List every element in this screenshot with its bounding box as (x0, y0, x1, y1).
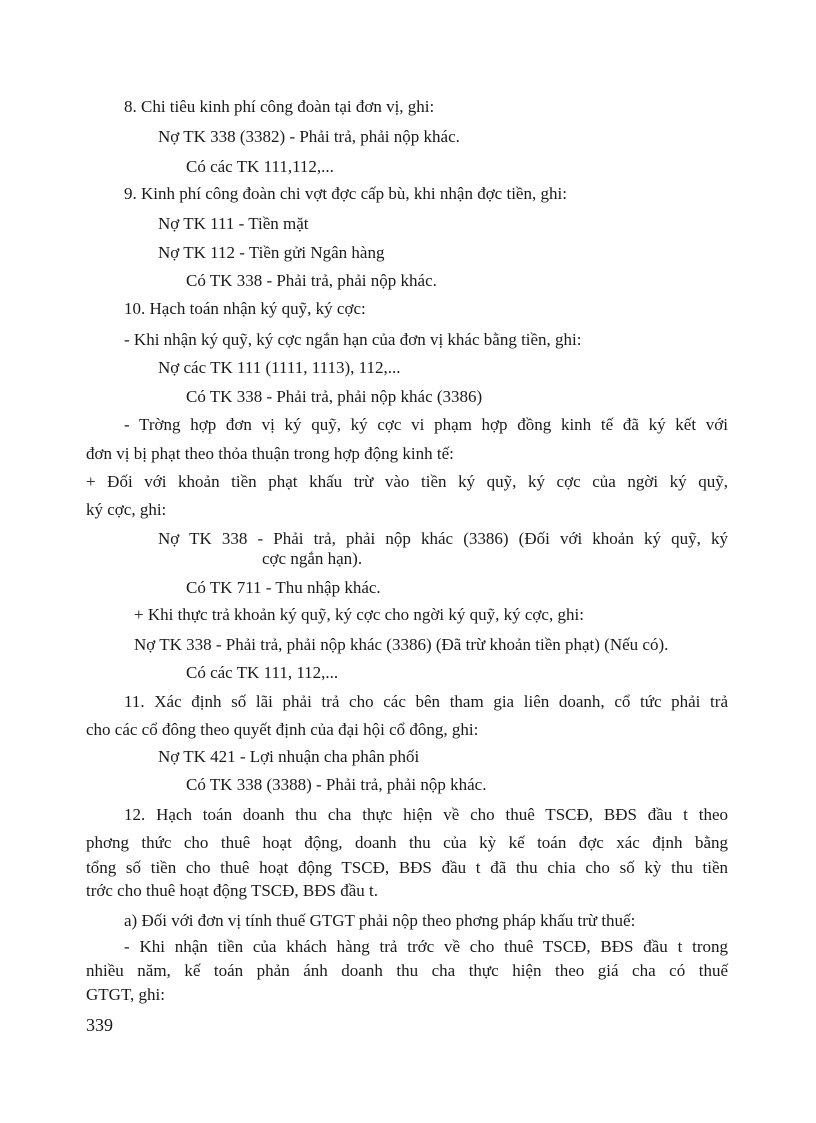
text-line: phơng thức cho thuê hoạt động, doanh thu của kỳ kế toán đợc xác định bằng (86, 833, 728, 852)
text-line: đơn vị bị phạt theo thỏa thuận trong hợp động kinh tế: (86, 444, 454, 463)
text-line: 8. Chi tiêu kinh phí công đoàn tại đơn vị, ghi: (124, 97, 435, 116)
text-line: - Trờng hợp đơn vị ký quỹ, ký cợc vi phạm hợp đồng kinh tế đã ký kết với (124, 415, 728, 434)
text-line: Nợ TK 421 - Lợi nhuận cha phân phối (158, 747, 420, 766)
text-line: nhiều năm, kế toán phản ánh doanh thu cha thực hiện theo giá cha có thuế (86, 961, 728, 980)
text-line: 9. Kinh phí công đoàn chi vợt đợc cấp bù, khi nhận đợc tiền, ghi: (124, 184, 567, 203)
text-line: 10. Hạch toán nhận ký quỹ, ký cợc: (124, 299, 366, 318)
text-line: - Khi nhận tiền của khách hàng trả trớc về cho thuê TSCĐ, BĐS đầu t trong (124, 937, 728, 956)
text-line: cho các cổ đông theo quyết định của đại hội cổ đông, ghi: (86, 720, 479, 739)
text-line: GTGT, ghi: (86, 985, 166, 1004)
text-line: trớc cho thuê hoạt động TSCĐ, BĐS đầu t. (86, 881, 378, 900)
text-line: 12. Hạch toán doanh thu cha thực hiện về cho thuê TSCĐ, BĐS đầu t theo (124, 805, 728, 824)
text-line: Nợ TK 112 - Tiền gửi Ngân hàng (158, 243, 385, 262)
text-line: - Khi nhận ký quỹ, ký cợc ngắn hạn của đơn vị khác bằng tiền, ghi: (124, 330, 582, 349)
page-number: 339 (86, 1015, 113, 1035)
text-line: + Đối với khoản tiền phạt khấu trừ vào tiền ký quỹ, ký cợc của ngời ký quỹ, (86, 472, 728, 491)
text-line: cợc ngắn hạn). (262, 549, 363, 568)
text-line: Nợ TK 338 - Phải trả, phải nộp khác (3386) (Đã trừ khoản tiền phạt) (Nếu có). (134, 635, 669, 654)
text-line: Nợ các TK 111 (1111, 1113), 112,... (158, 358, 401, 377)
text-line: Có TK 338 (3388) - Phải trả, phải nộp khác. (186, 775, 487, 794)
text-line: Có các TK 111,112,... (186, 157, 334, 176)
text-line: ký cợc, ghi: (86, 500, 167, 519)
text-line: Nợ TK 338 - Phải trả, phải nộp khác (3386) (Đối với khoản ký quỹ, ký (158, 529, 728, 548)
text-line: a) Đối với đơn vị tính thuế GTGT phải nộp theo phơng pháp khấu trừ thuế: (124, 911, 636, 930)
text-line: + Khi thực trả khoản ký quỹ, ký cợc cho ngời ký quỹ, ký cợc, ghi: (134, 605, 584, 624)
text-line: Có TK 711 - Thu nhập khác. (186, 578, 381, 597)
text-line: tổng số tiền cho thuê hoạt động TSCĐ, BĐS đầu t đã thu chia cho số kỳ thu tiền (86, 858, 728, 877)
text-line: Có TK 338 - Phải trả, phải nộp khác (3386) (186, 387, 483, 406)
text-line: Có TK 338 - Phải trả, phải nộp khác. (186, 271, 437, 290)
text-line: Có các TK 111, 112,... (186, 663, 339, 682)
text-line: 11. Xác định số lãi phải trả cho các bên tham gia liên doanh, cổ tức phải trả (124, 692, 728, 711)
text-line: Nợ TK 338 (3382) - Phải trả, phải nộp khác. (158, 127, 460, 146)
text-line: Nợ TK 111 - Tiền mặt (158, 214, 309, 233)
